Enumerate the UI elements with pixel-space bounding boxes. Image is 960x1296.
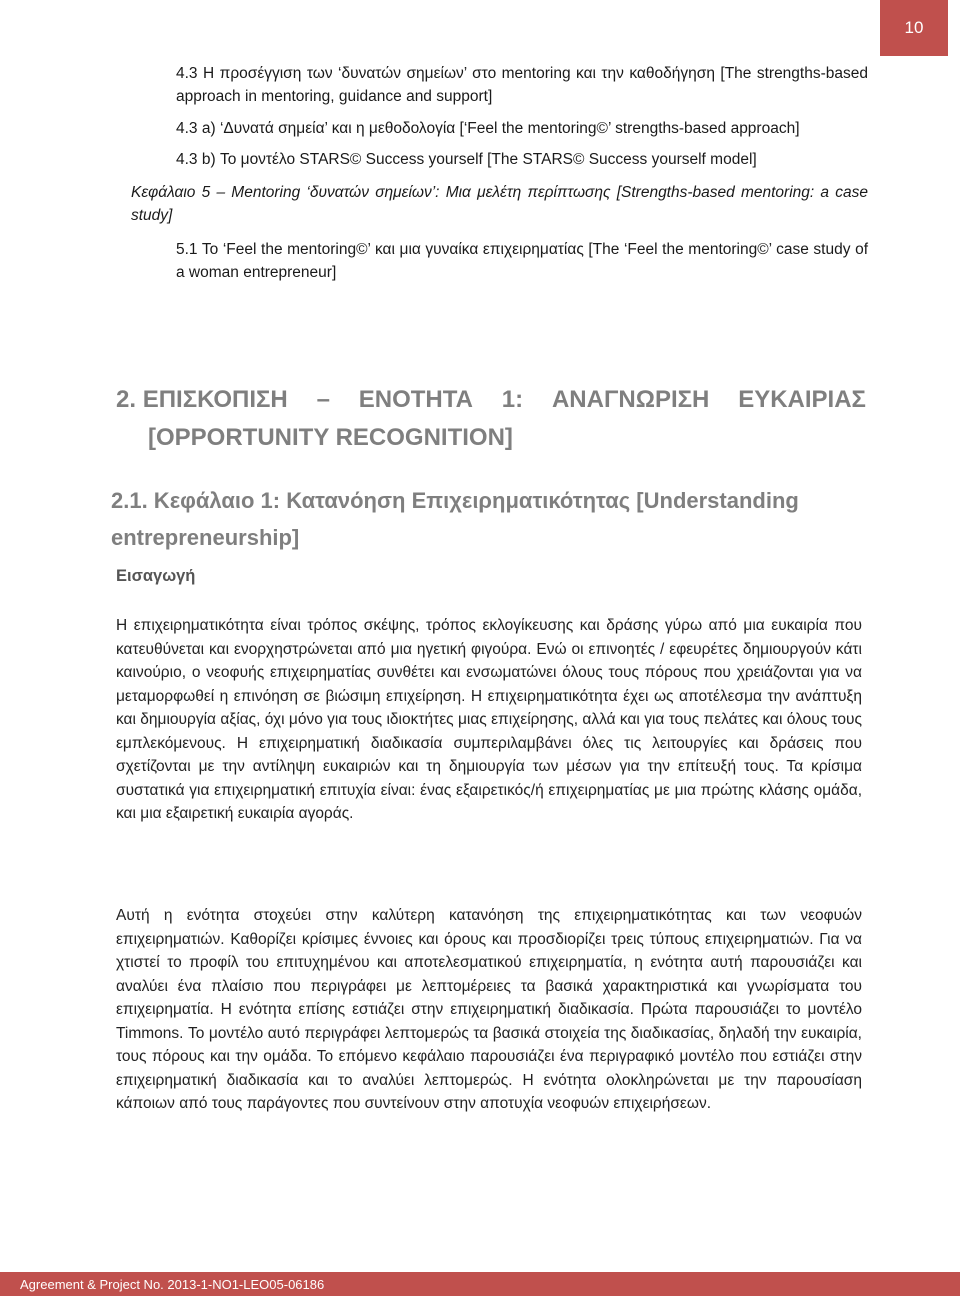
body-paragraph: Αυτή η ενότητα στοχεύει στην καλύτερη κατανόηση της επιχειρηματικότητας και των νεοφυών επιχειρηματιών. Καθορίζει κρίσιμες έννοιες και όρους και προσδιορίζει τρεις τύπους επιχειρηματιών. Για να χτιστεί το προφίλ του επιτυχημένου και αποτελεσματικού επιχειρηματία, η ενότητα αυτή παρουσιάζει και αναλύει ένα πλαίσιο που περιγράφει με λεπτομέρειες τα βασικά χαρακτηριστικά και γνωρίσματα του επιχειρηματία. Η ενότητα επίσης εστιάζει στην επιχειρηματική διαδικασία. Πρώτα παρουσιάζει το μοντέλο Timmons. Το μοντέλο αυτό περιγράφει λεπτομερώς τα βασικά στοιχεία της διαδικασίας, δηλαδή την ευκαιρία, τους πόρους και την ομάδα. Το επόμενο κεφάλαιο παρουσιάζει ένα περιγραφικό μοντέλο που εστιάζει στην επιχειρηματική διαδικασία και το αναλύει λεπτομερώς. Η ενότητα ολοκληρώνεται με την παρουσίαση κάποιων από τους παράγοντες που συντείνουν στην αποτυχία νεοφυών επιχειρήσεων. [116, 907, 862, 1112]
section-heading [116, 381, 866, 457]
heading-part: ΕΝΟΤΗΤΑ [358, 386, 473, 413]
toc-item[interactable]: 4.3 b) Το μοντέλο STARS© Success yourself [The STARS© Success yourself model] [176, 150, 757, 168]
heading-part: 2. ΕΠΙΣΚΟΠΙΣΗ [116, 386, 288, 413]
table-of-contents [0, 62, 960, 284]
body-paragraph: Η επιχειρηματικότητα είναι τρόπος σκέψης, τρόπος εκλογίκευσης και δράσης γύρω από μια ευκαιρία που κατευθύνεται και ενορχηστρώνεται από μια ηγετική φιγούρα. Ενώ οι επινοητές / εφευρέτες δημιουργούν κάτι καινούριο, ο νεοφυής επιχειρηματίας συνθέτει και ενσωματώνει όλους τους πόρους που χρειάζονται για να μεταμορφωθεί η επινόηση σε βιώσιμη επιχείρηση. Η επιχειρηματικότητα έχει ως αποτέλεσμα την ανάπτυξη και δημιουργία αξίας, όχι μόνο για τους ιδιοκτήτες μιας επιχείρησης, αλλά και για τους πελάτες και όλους τους εμπλεκόμενους. Η επιχειρηματική διαδικασία συμπεριλαμβάνει όλες τις λειτουργίες και δράσεις που σχετίζονται με την αντίληψη ευκαιριών και τη δημιουργία των μέσων για την επίτευξή τους. Τα κρίσιμα συστατικά για επιχειρηματική επιτυχία είναι: ένας εξαιρετικός/ή επιχειρηματίας με μια πρώτης κλάσης ομάδα, και μια εξαιρετική ευκαιρία αγοράς. [116, 617, 862, 822]
footer-bar [0, 1272, 960, 1296]
heading-part: ΑΝΑΓΝΩΡΙΣΗ [551, 386, 710, 413]
footer-text: Agreement & Project No. 2013-1-NO1-LEO05-06186 [20, 1276, 325, 1292]
chapter-heading: 2.1. Κεφάλαιο 1: Κατανόηση Επιχειρηματικότητας [Understanding entrepreneurship] [111, 488, 799, 550]
page-number-badge [880, 0, 948, 56]
page-number: 10 [904, 18, 924, 37]
heading-dash: – [316, 386, 330, 413]
toc-item[interactable]: 5.1 Το ‘Feel the mentoring©’ και μια γυναίκα επιχειρηματίας [The ‘Feel the mentoring©’ case study of a woman entrepreneur] [176, 240, 868, 281]
toc-item[interactable]: 4.3 a) ‘Δυνατά σημεία’ και η μεθοδολογία [‘Feel the mentoring©’ strengths-based approach] [176, 119, 800, 137]
intro-heading: Εισαγωγή [116, 567, 196, 585]
heading-part: 1: [501, 386, 524, 413]
toc-chapter-item[interactable]: Κεφάλαιο 5 – Mentoring ‘δυνατών σημείων’: Μια μελέτη περίπτωσης [Strengths-based mentoring: a case study] [131, 184, 868, 225]
heading-part: ΕΥΚΑΙΡΙΑΣ [738, 386, 866, 413]
toc-item[interactable]: 4.3 Η προσέγγιση των ‘δυνατών σημείων’ στο mentoring και την καθοδήγηση [The strengths-based approach in mentoring, guidance and support] [176, 65, 868, 106]
heading-subtitle: [OPPORTUNITY RECOGNITION] [148, 424, 513, 451]
